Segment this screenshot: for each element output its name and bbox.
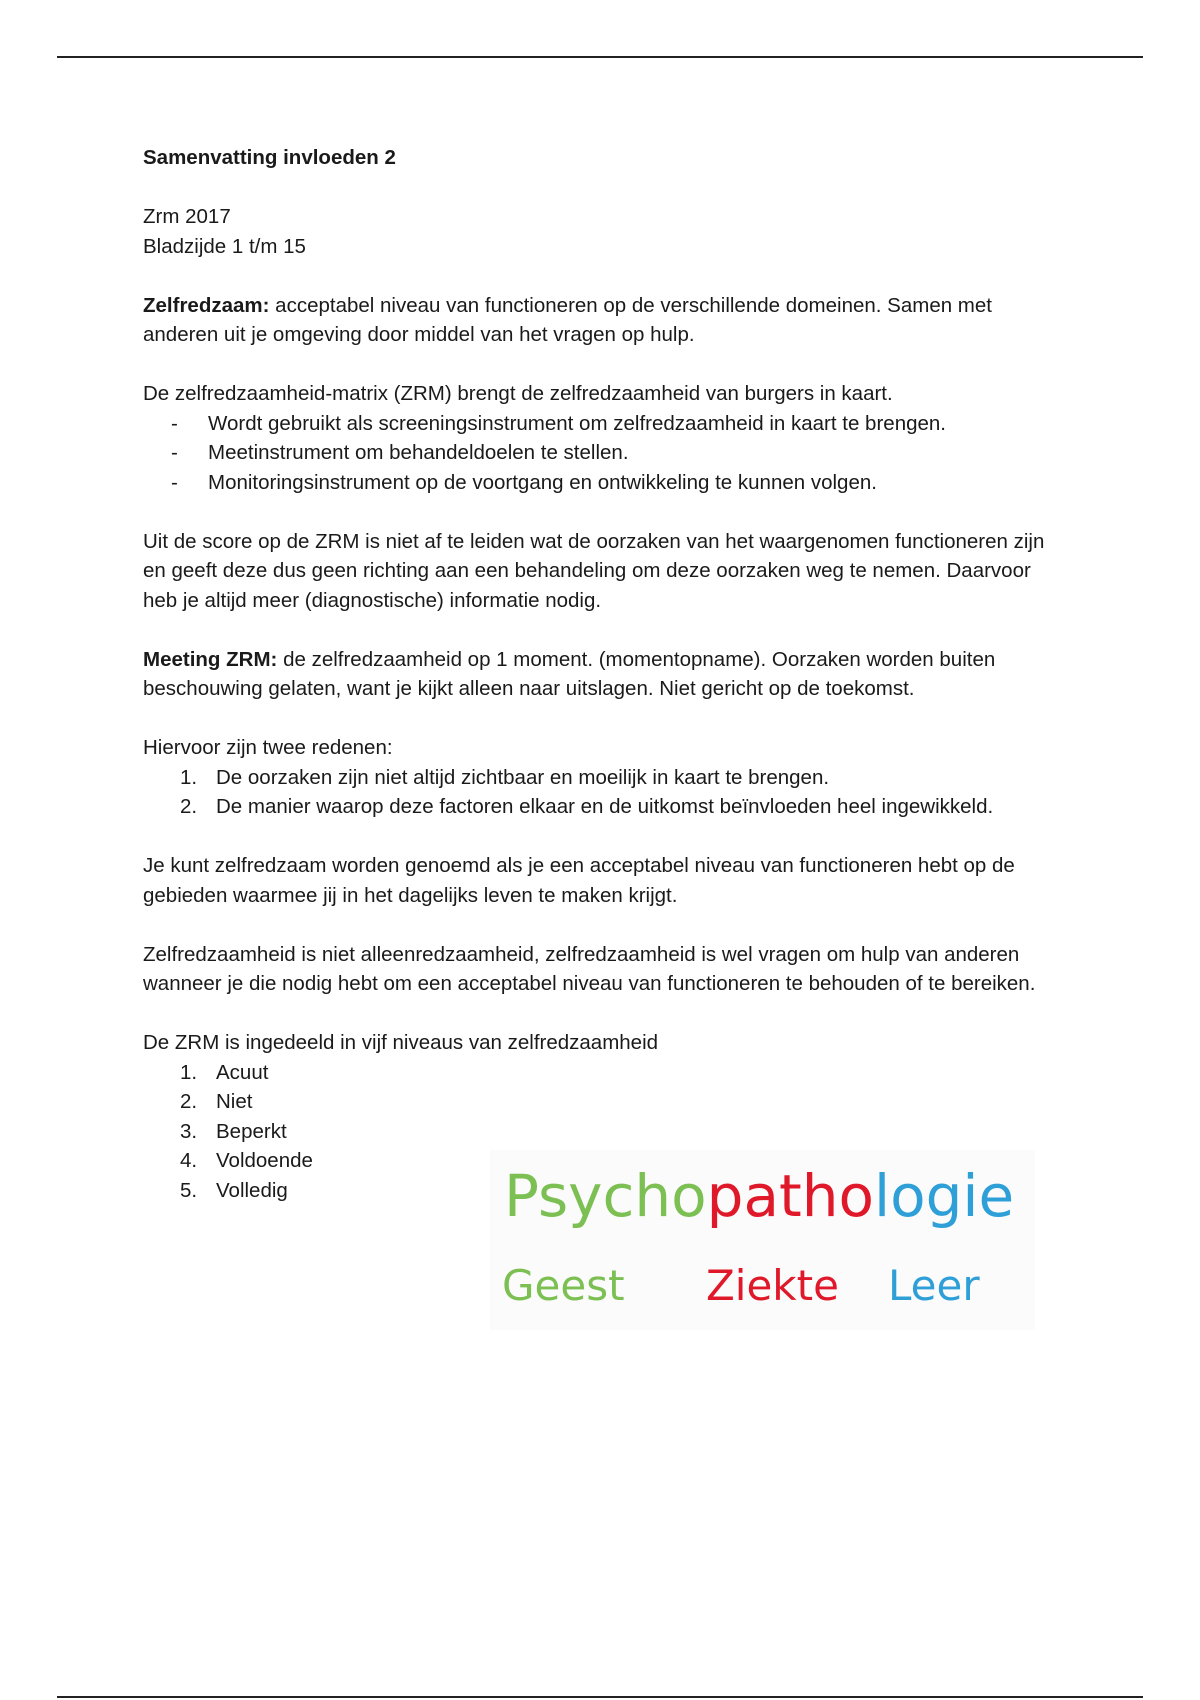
list-item	[143, 438, 1063, 468]
list-item	[143, 1058, 1063, 1088]
list-number: 2.	[180, 1090, 198, 1113]
list-item	[143, 792, 1063, 822]
list-item	[143, 1117, 1063, 1147]
definition-zelfredzaam	[143, 291, 1063, 350]
paragraph-score: Uit de score op de ZRM is niet af te leiden wat de oorzaken van het waargenomen functioneren zijn en geeft deze dus geen richting aan een behandeling om deze oorzaken weg te nemen. Daarvoor heb je altijd meer (diagnostische) informatie nodig.	[143, 529, 1045, 612]
list-number: 5.	[180, 1178, 198, 1202]
logo-sub-ziekte: Ziekte	[706, 1261, 839, 1310]
list-item-text: Niet	[216, 1090, 253, 1113]
list-item-text: Wordt gebruikt als screeningsinstrument om zelfredzaamheid in kaart te brengen.	[208, 411, 946, 435]
header-rule	[57, 56, 1143, 58]
logo-word	[504, 1156, 1014, 1236]
document-body	[143, 143, 1063, 1235]
list-item-text: Beperkt	[216, 1119, 287, 1143]
list-number: 3.	[180, 1119, 198, 1143]
term-meeting: Meeting ZRM:	[143, 647, 278, 671]
psychopathologie-logo	[490, 1150, 1035, 1330]
paragraph-genoemd: Je kunt zelfredzaam worden genoemd als je een acceptabel niveau van functioneren hebt op de gebieden waarmee jij in het dagelijks leven te maken krijgt.	[143, 854, 1015, 907]
list-item	[143, 763, 1063, 793]
logo-part-logie: logie	[874, 1162, 1015, 1230]
list-item-text: Voldoende	[216, 1149, 313, 1172]
definition-text: acceptabel niveau van functioneren op de verschillende domeinen. Samen met anderen uit je omgeving door middel van het vragen op hulp.	[143, 293, 992, 346]
list-number: 1.	[180, 1060, 198, 1084]
zrm-intro: De zelfredzaamheid-matrix (ZRM) brengt de zelfredzaamheid van burgers in kaart.	[143, 382, 893, 405]
logo-part-psycho: Psycho	[504, 1162, 707, 1230]
reasons-list	[143, 763, 1063, 822]
list-number: 1.	[180, 765, 198, 789]
list-item-text: De oorzaken zijn niet altijd zichtbaar en moeilijk in kaart te brengen.	[216, 765, 830, 789]
paragraph-alleenredzaamheid: Zelfredzaamheid is niet alleenredzaamheid, zelfredzaamheid is wel vragen om hulp van anderen wanneer je die nodig hebt om een acceptabel niveau van functioneren te behouden of te bereiken.	[143, 942, 1036, 995]
term-zelfredzaam: Zelfredzaam:	[143, 293, 270, 317]
dash-bullet: -	[171, 411, 178, 435]
list-item-text: Volledig	[216, 1178, 288, 1202]
levels-intro: De ZRM is ingedeeld in vijf niveaus van zelfredzaamheid	[143, 1031, 659, 1054]
list-item-text: De manier waarop deze factoren elkaar en de uitkomst beïnvloeden heel ingewikkeld.	[216, 795, 994, 818]
dash-bullet: -	[171, 470, 178, 494]
list-item-text: Acuut	[216, 1060, 269, 1084]
list-item	[143, 1087, 1063, 1117]
footer-rule	[57, 1696, 1143, 1698]
list-item-text: Meetinstrument om behandeldoelen te stellen.	[208, 441, 629, 464]
document-title: Samenvatting invloeden 2	[143, 146, 396, 169]
list-number: 4.	[180, 1149, 198, 1172]
dash-bullet: -	[171, 441, 178, 464]
document-meta	[143, 202, 1063, 261]
logo-part-patho: patho	[706, 1162, 874, 1230]
meta-line-1: Zrm 2017	[143, 205, 231, 228]
zrm-uses-list	[143, 409, 1063, 498]
definition-meeting	[143, 645, 1063, 704]
definition-text: de zelfredzaamheid op 1 moment. (momentopname). Oorzaken worden buiten beschouwing gelaten, want je kijkt alleen naar uitslagen. Niet gericht op de toekomst.	[143, 647, 996, 700]
logo-sub-geest: Geest	[502, 1261, 625, 1310]
logo-sub-leer: Leer	[888, 1261, 980, 1310]
list-item-text: Monitoringsinstrument op de voortgang en ontwikkeling te kunnen volgen.	[208, 470, 877, 494]
reasons-intro: Hiervoor zijn twee redenen:	[143, 736, 393, 759]
list-number: 2.	[180, 795, 198, 818]
meta-line-2: Bladzijde 1 t/m 15	[143, 234, 306, 258]
list-item	[143, 468, 1063, 498]
list-item	[143, 409, 1063, 439]
